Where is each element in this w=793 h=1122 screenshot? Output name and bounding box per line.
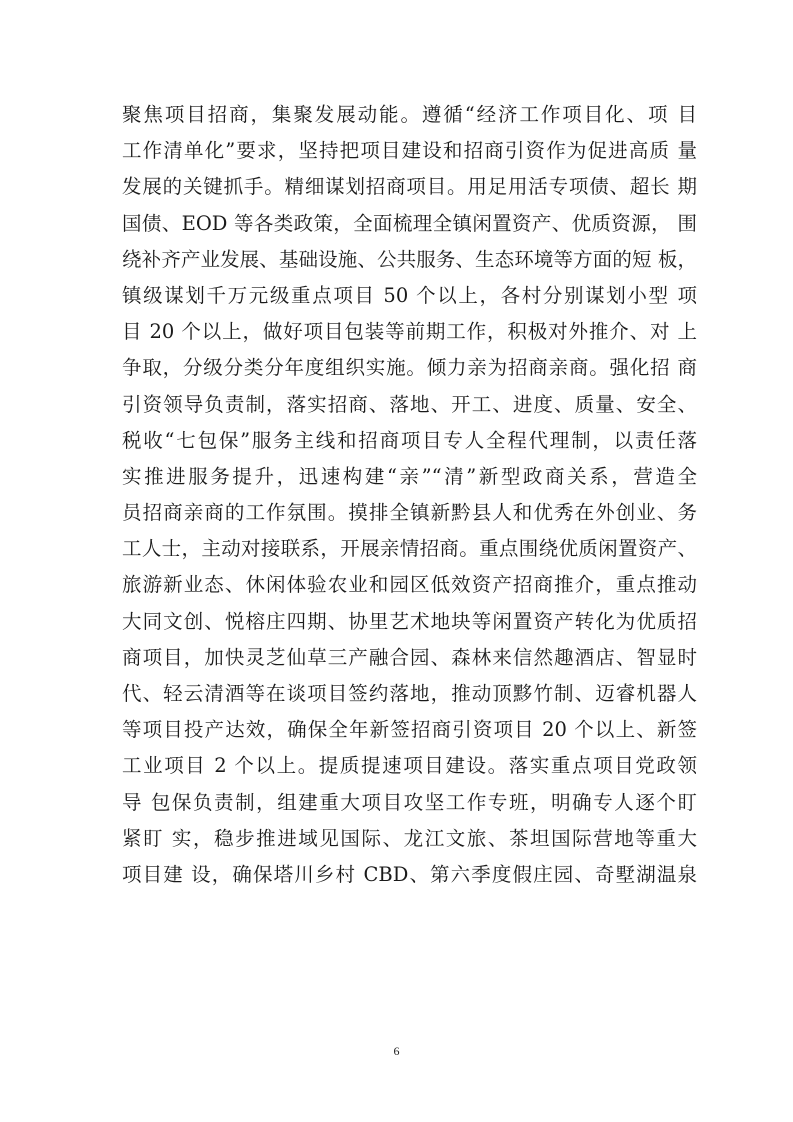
text-line: 旅游新业态、休闲体验农业和园区低效资产招商推介，重点推动 <box>122 573 697 597</box>
text-line: 争取，分级分类分年度组织实施。倾力亲为招商亲商。强化招 商 <box>122 356 697 380</box>
text-line: 商项目，加快灵芝仙草三产融合园、森林来信然趣酒店、智显时 <box>122 645 697 669</box>
text-line: 发展的关键抓手。精细谋划招商项目。用足用活专项债、超长 期 <box>122 175 697 199</box>
text-line: 工作清单化”要求，坚持把项目建设和招商引资作为促进高质 量 <box>122 139 697 163</box>
text-line: 税收“七包保”服务主线和招商项目专人全程代理制，以责任落 <box>122 428 697 452</box>
text-line: 导 包保负责制，组建重大项目攻坚工作专班，明确专人逐个盯 <box>122 790 697 814</box>
text-line: 员招商亲商的工作氛围。摸排全镇新黔县人和优秀在外创业、务 <box>122 501 697 525</box>
body-text <box>122 97 697 893</box>
text-line: 聚焦项目招商，集聚发展动能。遵循“经济工作项目化、项 目 <box>122 103 697 126</box>
text-line: 紧盯 实，稳步推进域见国际、龙江文旅、茶坦国际营地等重大 <box>122 826 697 850</box>
text-line: 工业项目 2 个以上。提质提速项目建设。落实重点项目党政领 <box>122 754 697 778</box>
text-line: 实推进服务提升，迅速构建“亲”“清”新型政商关系，营造全 <box>122 464 697 488</box>
text-line: 大同文创、悦榕庄四期、协里艺术地块等闲置资产转化为优质招 <box>122 609 697 633</box>
text-line: 目 20 个以上，做好项目包装等前期工作，积极对外推介、对 上 <box>122 320 697 344</box>
text-line: 国债、EOD 等各类政策，全面梳理全镇闲置资产、优质资源， 围 <box>122 211 697 235</box>
text-line: 等项目投产达效，确保全年新签招商引资项目 20 个以上、新签 <box>122 718 697 742</box>
text-line: 绕补齐产业发展、基础设施、公共服务、生态环境等方面的短 板， <box>122 247 697 271</box>
text-line: 引资领导负责制，落实招商、落地、开工、进度、质量、安全、 <box>122 392 697 416</box>
page-number: 6 <box>393 1044 400 1058</box>
text-line: 代、轻云清酒等在谈项目签约落地，推动顶黟竹制、迈睿机器人 <box>122 682 697 705</box>
text-line: 项目建 设，确保塔川乡村 CBD、第六季度假庄园、奇墅湖温泉 <box>122 862 697 886</box>
text-line: 工人士，主动对接联系，开展亲情招商。重点围绕优质闲置资产、 <box>122 537 697 561</box>
text-line: 镇级谋划千万元级重点项目 50 个以上，各村分别谋划小型 项 <box>122 283 697 307</box>
